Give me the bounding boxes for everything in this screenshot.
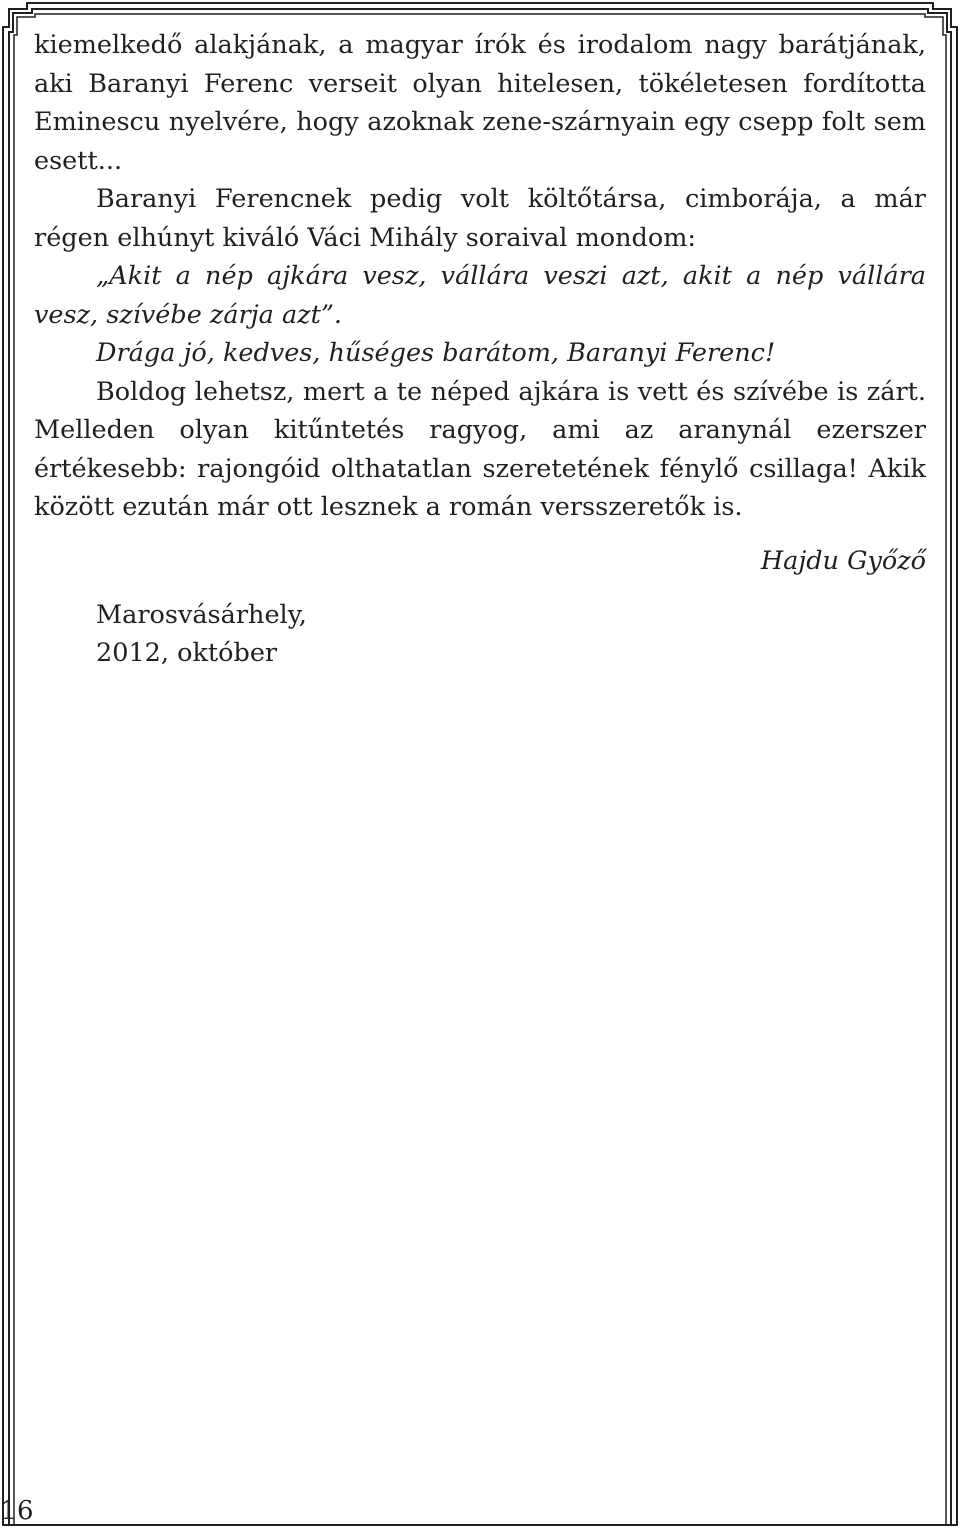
page-number: 16 — [0, 1496, 34, 1526]
place-line: Marosvásárhely, — [96, 600, 307, 630]
date-line: 2012, október — [96, 638, 278, 668]
author-signature: Hajdu Győző — [760, 545, 926, 576]
paragraph-2: Baranyi Ferencnek pedig volt költőtársa, cimborája, a már régen elhúnyt kiváló Váci Mihály soraival mondom: — [34, 184, 926, 253]
quote-paragraph: „Akit a nép ajkára vesz, vállára veszi azt, akit a nép vállára vesz, szívébe zárja azt”. — [34, 261, 926, 330]
address-paragraph: Drága jó, kedves, hűséges barátom, Baranyi Ferenc! — [96, 338, 776, 368]
paragraph-5: Boldog lehetsz, mert a te néped ajkára is vett és szívébe is zárt. Melleden olyan kitűntetés ragyog, ami az aranynál ezerszer értékesebb: rajongóid olthatatlan szeretetének fénylő csillaga! Akik között ezután már ott lesznek a román versszeretők is. — [34, 376, 926, 522]
page-body — [34, 26, 926, 672]
paragraph-1: kiemelkedő alakjának, a magyar írók és irodalom nagy barátjának, aki Baranyi Ferenc verseit olyan hitelesen, tökéletesen fordította Eminescu nyelvére, hogy azoknak zene-szárnyain egy csepp folt sem esett... — [34, 30, 926, 176]
place-date-block — [96, 596, 926, 672]
